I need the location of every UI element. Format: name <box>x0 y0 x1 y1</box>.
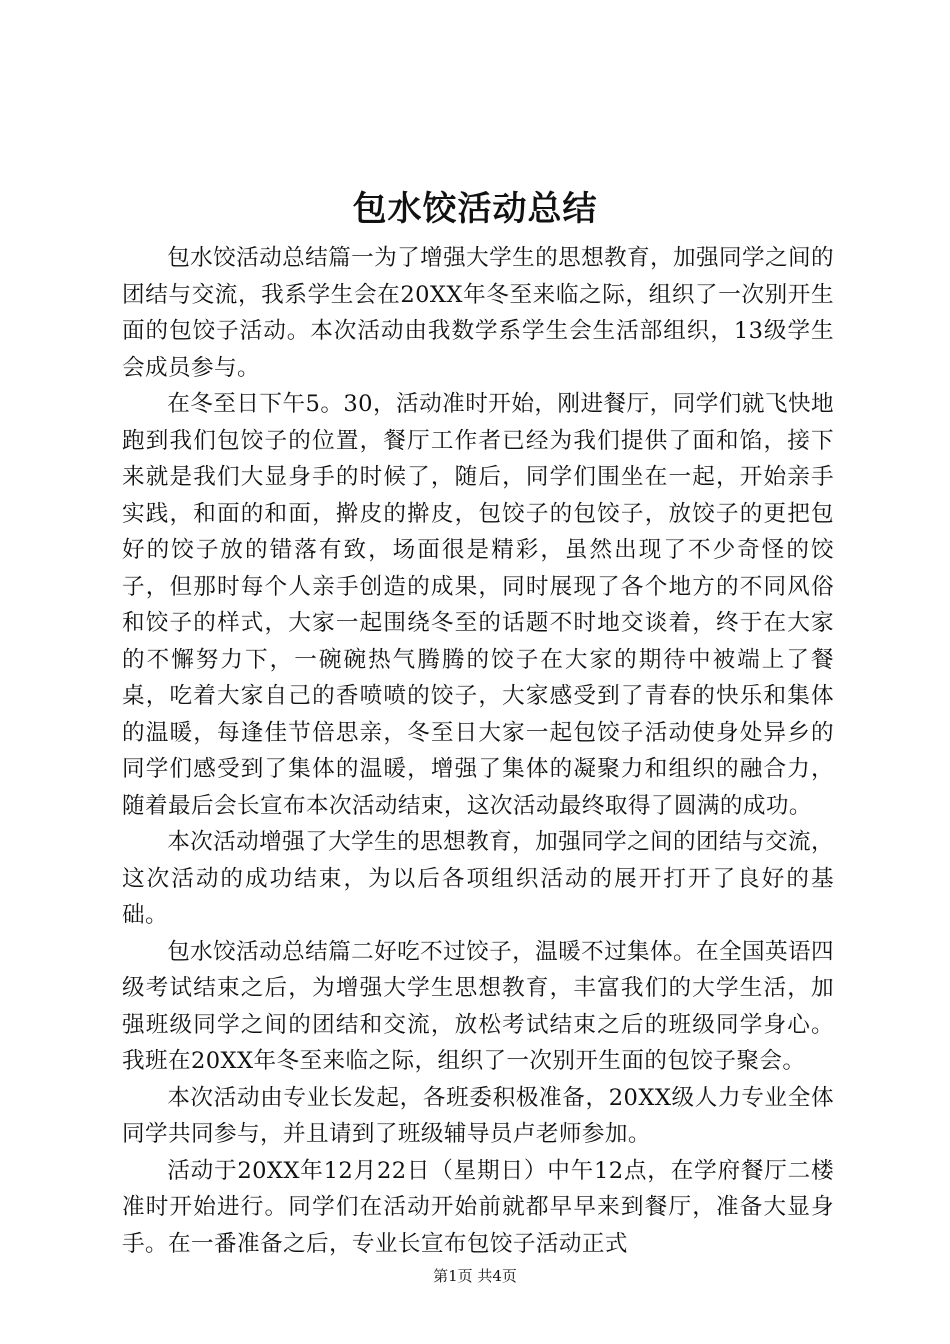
paragraph-5: 本次活动由专业长发起，各班委积极准备，20XX级人力专业全体同学共同参与，并且请到了班级辅导员卢老师参加。 <box>122 1084 834 1147</box>
paragraph-2: 在冬至日下午5。30，活动准时开始，刚进餐厅，同学们就飞快地跑到我们包饺子的位置，餐厅工作者已经为我们提供了面和馅，接下来就是我们大显身手的时候了，随后，同学们围坐在一起，开始亲手实践，和面的和面，擀皮的擀皮，包饺子的包饺子，放饺子的更把包好的饺子放的错落有致，场面很是精彩，虽然出现了不少奇怪的饺子，但那时每个人亲手创造的成果，同时展现了各个地方的不同风俗和饺子的样式，大家一起围绕冬至的话题不时地交谈着，终于在大家的不懈努力下，一碗碗热气腾腾的饺子在大家的期待中被端上了餐桌，吃着大家自己的香喷喷的饺子，大家感受到了青春的快乐和集体的温暖，每逢佳节倍思亲，冬至日大家一起包饺子活动使身处异乡的同学们感受到了集体的温暖，增强了集体的凝聚力和组织的融合力，随着最后会长宣布本次活动结束，这次活动最终取得了圆满的成功。 <box>122 391 834 819</box>
paragraph-1: 包水饺活动总结篇一为了增强大学生的思想教育，加强同学之间的团结与交流，我系学生会在20XX年冬至来临之际，组织了一次别开生面的包饺子活动。本次活动由我数学系学生会生活部组织，13级学生会成员参与。 <box>122 245 835 381</box>
paragraph-3: 本次活动增强了大学生的思想教育，加强同学之间的团结与交流，这次活动的成功结束，为以后各项组织活动的展开打开了良好的基础。 <box>122 829 835 928</box>
document-body <box>122 240 834 1262</box>
paragraph-6: 活动于20XX年12月22日（星期日）中午12点，在学府餐厅二楼准时开始进行。同学们在活动开始前就都早早来到餐厅，准备大显身手。在一番准备之后，专业长宣布包饺子活动正式 <box>122 1157 834 1257</box>
document-title: 包水饺活动总结 <box>352 189 598 229</box>
page-number-footer: 第1页 共4页 <box>433 1267 517 1285</box>
paragraph-4: 包水饺活动总结篇二好吃不过饺子，温暖不过集体。在全国英语四级考试结束之后，为增强大学生思想教育，丰富我们的大学生活，加强班级同学之间的团结和交流，放松考试结束之后的班级同学身心。我班在20XX年冬至来临之际，组织了一次别开生面的包饺子聚会。 <box>122 938 835 1074</box>
